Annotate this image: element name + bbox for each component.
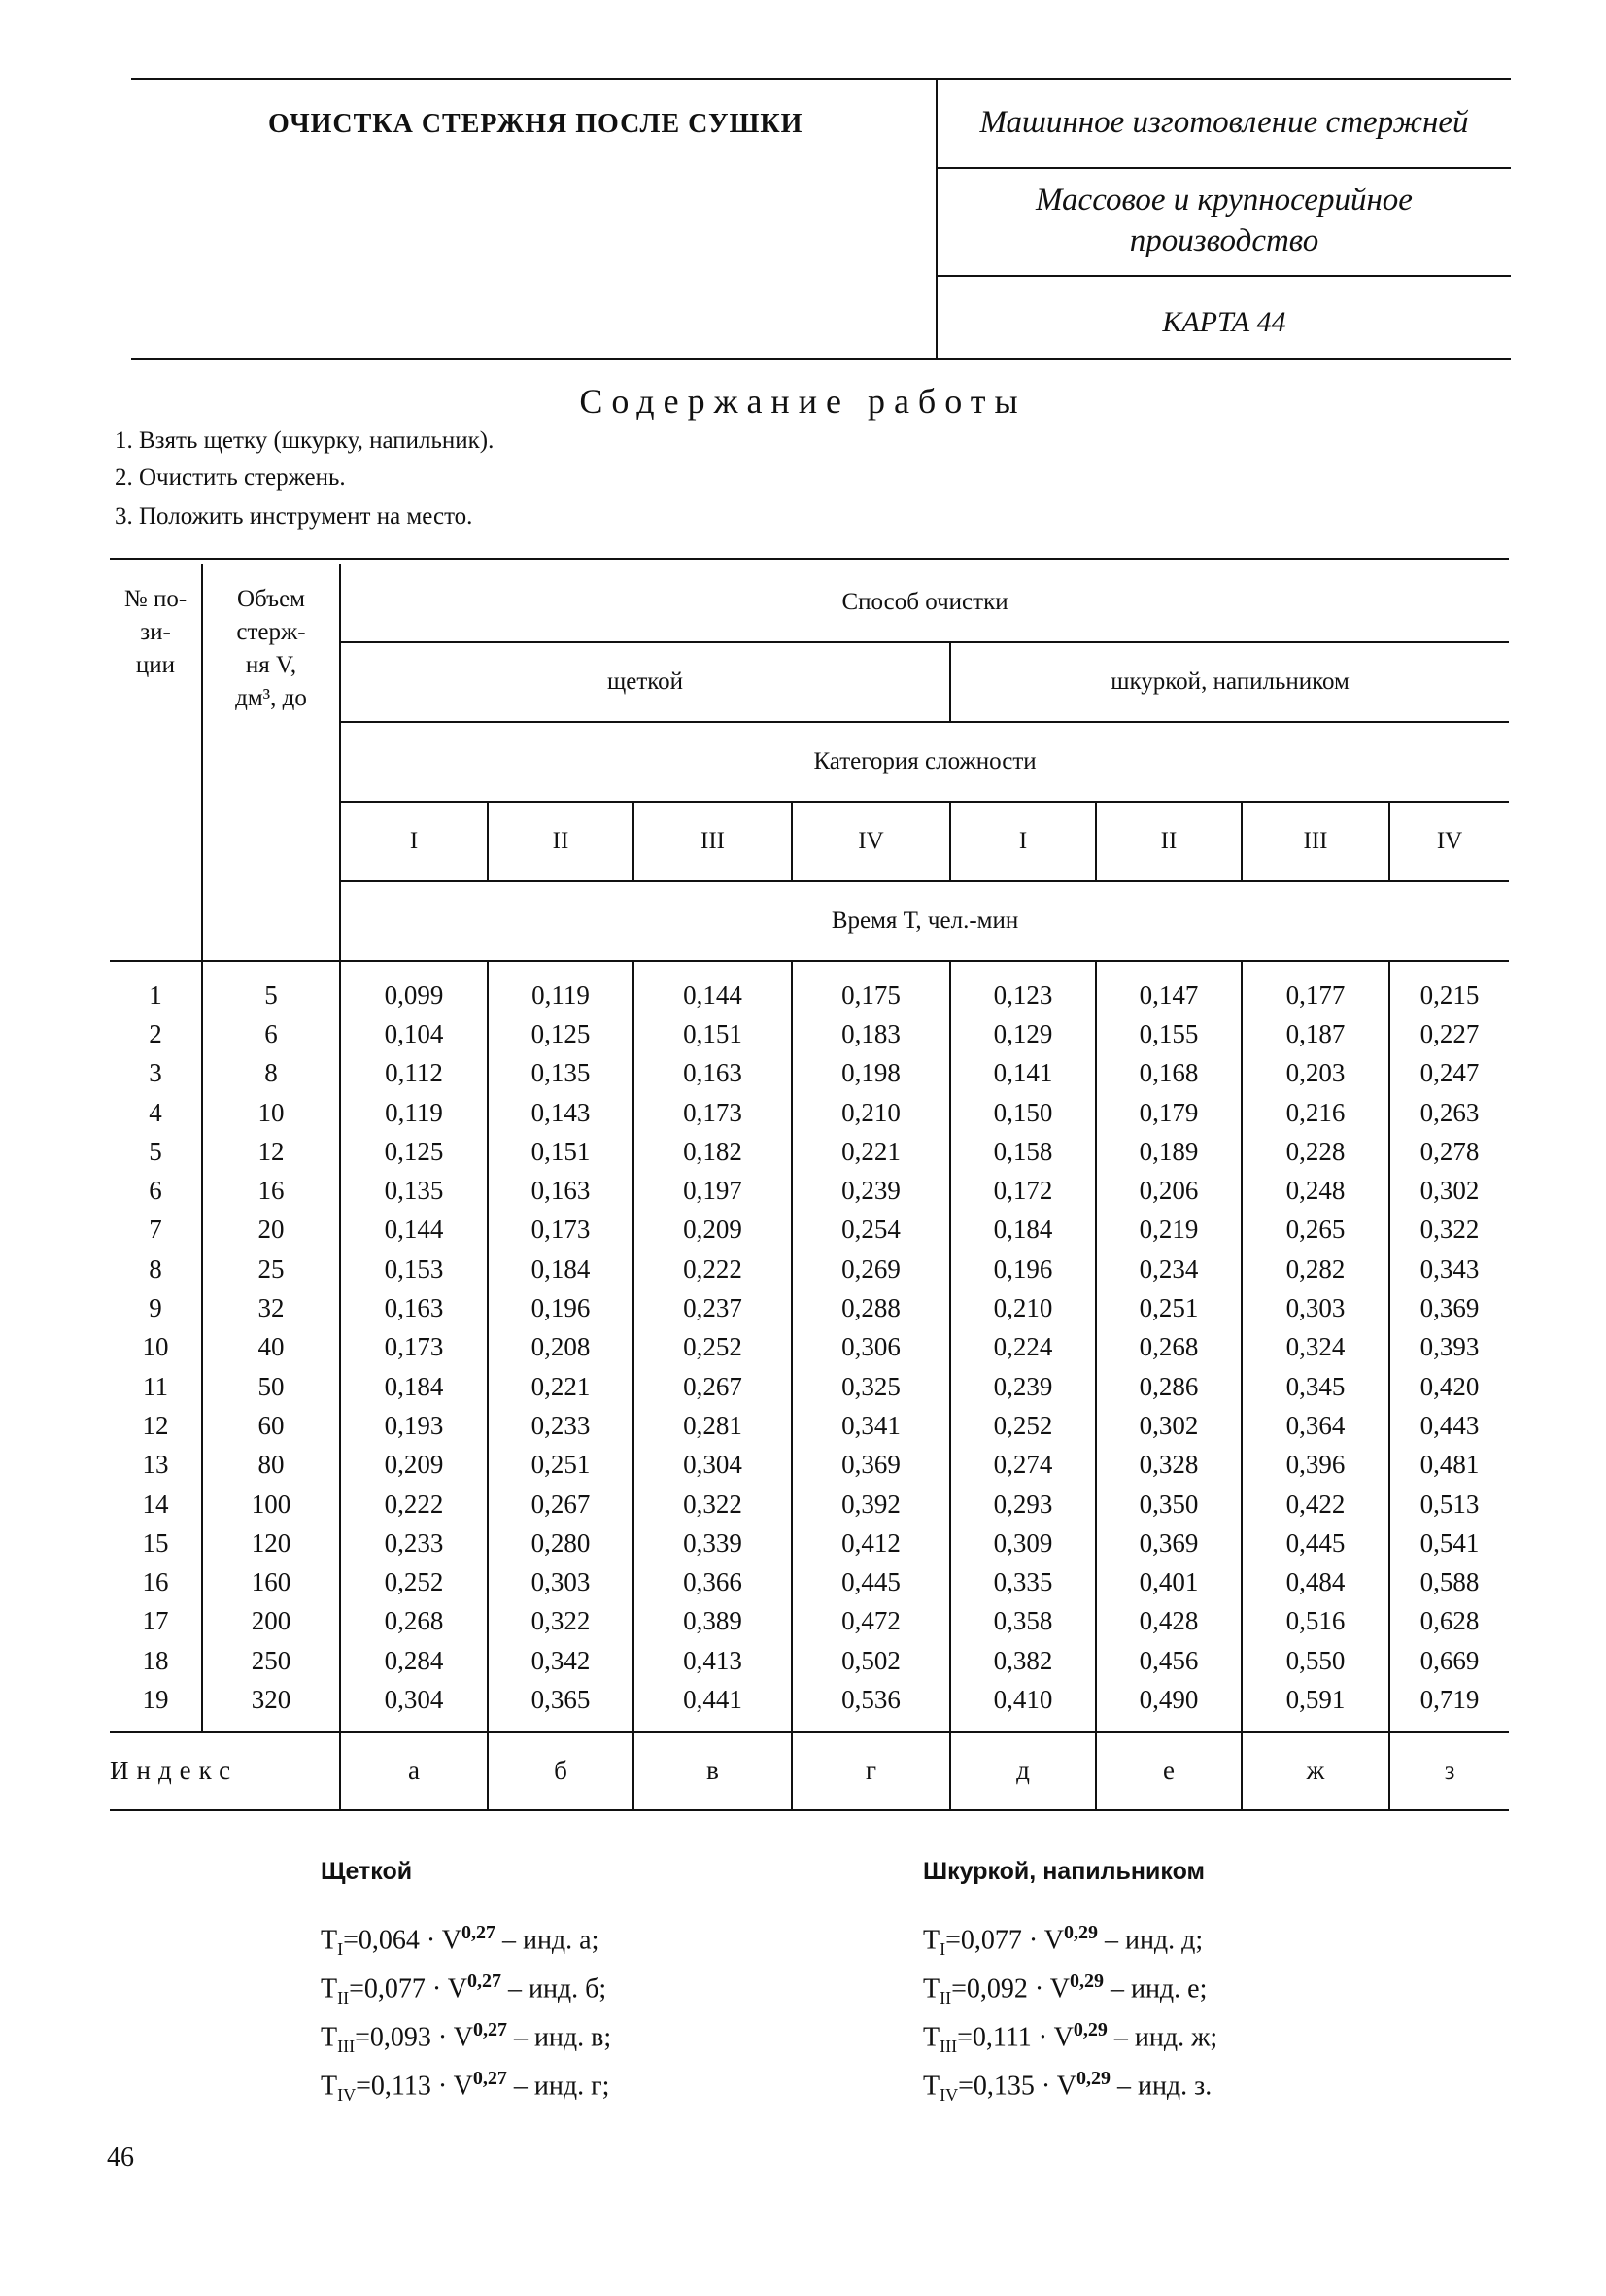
cell-time: 0,281 bbox=[633, 1406, 792, 1445]
cell-time: 0,484 bbox=[1242, 1562, 1389, 1601]
cell-position: 7 bbox=[149, 1215, 162, 1245]
cell-volume: 6 bbox=[202, 1014, 340, 1053]
cell-time: 0,163 bbox=[340, 1288, 488, 1327]
cell-time: 0,335 bbox=[950, 1562, 1096, 1601]
cell-time: 0,322 bbox=[488, 1602, 633, 1641]
table-row bbox=[110, 1446, 1509, 1485]
table-row bbox=[110, 1328, 1509, 1367]
cell-time: 0,345 bbox=[1242, 1367, 1389, 1406]
cell-time: 0,328 bbox=[1096, 1446, 1242, 1485]
header-position: № по- зи- ции bbox=[110, 564, 202, 961]
cell-time: 0,112 bbox=[340, 1054, 488, 1093]
cell-time: 0,278 bbox=[1389, 1132, 1509, 1171]
cell-time: 0,413 bbox=[633, 1641, 792, 1680]
table-row bbox=[110, 1250, 1509, 1288]
cell-time: 0,341 bbox=[792, 1406, 950, 1445]
header-right-rule-2 bbox=[938, 275, 1511, 277]
cell-time: 0,303 bbox=[488, 1562, 633, 1601]
cell-time: 0,247 bbox=[1389, 1054, 1509, 1093]
cell-time: 0,420 bbox=[1389, 1367, 1509, 1406]
cell-position: 3 bbox=[149, 1058, 162, 1088]
cell-time: 0,184 bbox=[488, 1250, 633, 1288]
cell-time: 0,286 bbox=[1096, 1367, 1242, 1406]
cell-time: 0,369 bbox=[1389, 1288, 1509, 1327]
cell-time: 0,274 bbox=[950, 1446, 1096, 1485]
cell-time: 0,401 bbox=[1096, 1562, 1242, 1601]
cell-time: 0,392 bbox=[792, 1485, 950, 1524]
cell-position: 2 bbox=[149, 1018, 162, 1048]
cell-time: 0,210 bbox=[792, 1093, 950, 1132]
cell-time: 0,263 bbox=[1389, 1093, 1509, 1132]
cell-position: 17 bbox=[142, 1606, 169, 1636]
formula-sand: $T_{IV}=0,135 \cdot V^{0,29}$ – инд. з. bbox=[923, 2068, 1213, 2105]
cell-time: 0,669 bbox=[1389, 1641, 1509, 1680]
cell-time: 0,445 bbox=[792, 1562, 950, 1601]
page-number: 46 bbox=[107, 2142, 134, 2173]
cell-time: 0,324 bbox=[1242, 1328, 1389, 1367]
cell-time: 0,193 bbox=[340, 1406, 488, 1445]
header-category: I bbox=[340, 802, 488, 881]
cell-time: 0,481 bbox=[1389, 1446, 1509, 1485]
header-series-line2: производство bbox=[1129, 223, 1319, 258]
cell-position: 19 bbox=[110, 1680, 202, 1731]
cell-time: 0,302 bbox=[1096, 1406, 1242, 1445]
cell-time: 0,216 bbox=[1242, 1093, 1389, 1132]
cell-time: 0,304 bbox=[340, 1680, 488, 1731]
cell-volume: 50 bbox=[202, 1367, 340, 1406]
cell-time: 0,237 bbox=[633, 1288, 792, 1327]
cell-time: 0,339 bbox=[633, 1524, 792, 1562]
cell-time: 0,141 bbox=[950, 1054, 1096, 1093]
table-row bbox=[110, 1602, 1509, 1641]
cell-time: 0,135 bbox=[488, 1054, 633, 1093]
cell-time: 0,147 bbox=[1096, 961, 1242, 1014]
cell-volume: 250 bbox=[202, 1641, 340, 1680]
table-row bbox=[110, 1014, 1509, 1053]
cell-time: 0,588 bbox=[1389, 1562, 1509, 1601]
header-category: II bbox=[488, 802, 633, 881]
content-title: Содержание работы bbox=[579, 382, 1027, 421]
cell-position: 6 bbox=[149, 1176, 162, 1206]
cell-position: 1 bbox=[149, 979, 162, 1010]
cell-volume: 5 bbox=[202, 961, 340, 1014]
cell-time: 0,177 bbox=[1242, 961, 1389, 1014]
cell-time: 0,502 bbox=[792, 1641, 950, 1680]
cell-volume: 320 bbox=[202, 1680, 340, 1731]
cell-time: 0,184 bbox=[340, 1367, 488, 1406]
cell-time: 0,209 bbox=[633, 1211, 792, 1250]
cell-time: 0,129 bbox=[950, 1014, 1096, 1053]
cell-time: 0,158 bbox=[950, 1132, 1096, 1171]
cell-time: 0,221 bbox=[792, 1132, 950, 1171]
header-category: I bbox=[950, 802, 1096, 881]
cell-time: 0,239 bbox=[792, 1171, 950, 1210]
cell-time: 0,163 bbox=[488, 1171, 633, 1210]
index-cell: г bbox=[792, 1732, 950, 1810]
header-cleaning-method: Способ очистки bbox=[340, 564, 1509, 642]
cell-time: 0,222 bbox=[633, 1250, 792, 1288]
cell-time: 0,364 bbox=[1242, 1406, 1389, 1445]
cell-time: 0,365 bbox=[488, 1680, 633, 1731]
cell-time: 0,282 bbox=[1242, 1250, 1389, 1288]
cell-time: 0,456 bbox=[1096, 1641, 1242, 1680]
cell-time: 0,175 bbox=[792, 961, 950, 1014]
cell-time: 0,302 bbox=[1389, 1171, 1509, 1210]
step-1: 1. Взять щетку (шкурку, напильник). bbox=[115, 428, 495, 454]
cell-time: 0,119 bbox=[488, 961, 633, 1014]
cell-time: 0,135 bbox=[340, 1171, 488, 1210]
cell-time: 0,322 bbox=[633, 1485, 792, 1524]
cell-volume: 80 bbox=[202, 1446, 340, 1485]
cell-time: 0,719 bbox=[1389, 1680, 1509, 1731]
cell-time: 0,196 bbox=[950, 1250, 1096, 1288]
cell-time: 0,472 bbox=[792, 1602, 950, 1641]
cell-time: 0,322 bbox=[1389, 1211, 1509, 1250]
cell-time: 0,393 bbox=[1389, 1328, 1509, 1367]
cell-time: 0,233 bbox=[488, 1406, 633, 1445]
cell-volume: 20 bbox=[202, 1211, 340, 1250]
cell-time: 0,252 bbox=[950, 1406, 1096, 1445]
cell-time: 0,396 bbox=[1242, 1446, 1389, 1485]
cell-time: 0,628 bbox=[1389, 1602, 1509, 1641]
header-complexity-category: Категория сложности bbox=[340, 722, 1509, 802]
index-cell: б bbox=[488, 1732, 633, 1810]
cell-time: 0,267 bbox=[488, 1485, 633, 1524]
cell-time: 0,168 bbox=[1096, 1054, 1242, 1093]
formula-sand: $T_I=0,077 \cdot V^{0,29}$ – инд. д; bbox=[923, 1922, 1204, 1959]
cell-time: 0,306 bbox=[792, 1328, 950, 1367]
cell-time: 0,428 bbox=[1096, 1602, 1242, 1641]
cell-volume: 200 bbox=[202, 1602, 340, 1641]
header-category: III bbox=[1242, 802, 1389, 881]
cell-position: 11 bbox=[143, 1371, 168, 1401]
cell-time: 0,209 bbox=[340, 1446, 488, 1485]
cell-time: 0,369 bbox=[792, 1446, 950, 1485]
header-method-brush: щеткой bbox=[340, 642, 950, 722]
cell-time: 0,280 bbox=[488, 1524, 633, 1562]
cell-position: 10 bbox=[142, 1332, 169, 1362]
cell-position: 5 bbox=[149, 1136, 162, 1166]
cell-time: 0,172 bbox=[950, 1171, 1096, 1210]
cell-position: 14 bbox=[142, 1489, 169, 1519]
cell-time: 0,410 bbox=[950, 1680, 1096, 1731]
cell-time: 0,173 bbox=[633, 1093, 792, 1132]
header-top-rule bbox=[131, 78, 1511, 80]
cell-time: 0,189 bbox=[1096, 1132, 1242, 1171]
cell-time: 0,125 bbox=[488, 1014, 633, 1053]
cell-time: 0,265 bbox=[1242, 1211, 1389, 1250]
cell-time: 0,099 bbox=[340, 961, 488, 1014]
cell-time: 0,233 bbox=[340, 1524, 488, 1562]
formula-sand: $T_{III}=0,111 \cdot V^{0,29}$ – инд. ж; bbox=[923, 2019, 1218, 2056]
cell-position: 4 bbox=[149, 1097, 162, 1127]
cell-time: 0,184 bbox=[950, 1211, 1096, 1250]
cell-time: 0,208 bbox=[488, 1328, 633, 1367]
index-cell: в bbox=[633, 1732, 792, 1810]
cell-time: 0,269 bbox=[792, 1250, 950, 1288]
cell-time: 0,288 bbox=[792, 1288, 950, 1327]
table-row bbox=[110, 1132, 1509, 1171]
cell-time: 0,219 bbox=[1096, 1211, 1242, 1250]
cell-time: 0,513 bbox=[1389, 1485, 1509, 1524]
cell-time: 0,350 bbox=[1096, 1485, 1242, 1524]
cell-time: 0,268 bbox=[1096, 1328, 1242, 1367]
formula-brush: $T_{IV}=0,113 \cdot V^{0,27}$ – инд. г; bbox=[321, 2068, 610, 2105]
cell-position: 12 bbox=[142, 1410, 169, 1440]
cell-time: 0,343 bbox=[1389, 1250, 1509, 1288]
cell-time: 0,443 bbox=[1389, 1406, 1509, 1445]
index-cell: з bbox=[1389, 1732, 1509, 1810]
cell-volume: 120 bbox=[202, 1524, 340, 1562]
table-row bbox=[110, 1211, 1509, 1250]
cell-time: 0,389 bbox=[633, 1602, 792, 1641]
cell-time: 0,153 bbox=[340, 1250, 488, 1288]
cell-volume: 160 bbox=[202, 1562, 340, 1601]
cell-volume: 16 bbox=[202, 1171, 340, 1210]
cell-time: 0,196 bbox=[488, 1288, 633, 1327]
cell-time: 0,227 bbox=[1389, 1014, 1509, 1053]
cell-time: 0,284 bbox=[340, 1641, 488, 1680]
cell-time: 0,183 bbox=[792, 1014, 950, 1053]
table-row bbox=[110, 1524, 1509, 1562]
cell-time: 0,248 bbox=[1242, 1171, 1389, 1210]
cell-time: 0,252 bbox=[340, 1562, 488, 1601]
cell-time: 0,234 bbox=[1096, 1250, 1242, 1288]
cell-time: 0,251 bbox=[1096, 1288, 1242, 1327]
cell-time: 0,358 bbox=[950, 1602, 1096, 1641]
cell-time: 0,268 bbox=[340, 1602, 488, 1641]
formula-head-brush: Щеткой bbox=[321, 1858, 413, 1885]
cell-time: 0,325 bbox=[792, 1367, 950, 1406]
cell-time: 0,197 bbox=[633, 1171, 792, 1210]
cell-time: 0,163 bbox=[633, 1054, 792, 1093]
cell-time: 0,206 bbox=[1096, 1171, 1242, 1210]
cell-time: 0,309 bbox=[950, 1524, 1096, 1562]
cell-time: 0,366 bbox=[633, 1562, 792, 1601]
cell-time: 0,342 bbox=[488, 1641, 633, 1680]
header-category: IV bbox=[792, 802, 950, 881]
index-label: Индекс bbox=[110, 1732, 340, 1810]
cell-volume: 10 bbox=[202, 1093, 340, 1132]
cell-time: 0,541 bbox=[1389, 1524, 1509, 1562]
table-row bbox=[110, 1406, 1509, 1445]
index-cell: ж bbox=[1242, 1732, 1389, 1810]
header-method-sandpaper: шкуркой, напильником bbox=[950, 642, 1509, 722]
table-row bbox=[110, 1093, 1509, 1132]
cell-time: 0,382 bbox=[950, 1641, 1096, 1680]
cell-time: 0,144 bbox=[340, 1211, 488, 1250]
header-category: II bbox=[1096, 802, 1242, 881]
cell-time: 0,422 bbox=[1242, 1485, 1389, 1524]
cell-time: 0,173 bbox=[340, 1328, 488, 1367]
cell-time: 0,239 bbox=[950, 1367, 1096, 1406]
cell-time: 0,198 bbox=[792, 1054, 950, 1093]
cell-time: 0,293 bbox=[950, 1485, 1096, 1524]
cell-time: 0,267 bbox=[633, 1367, 792, 1406]
index-cell: е bbox=[1096, 1732, 1242, 1810]
cell-volume: 100 bbox=[202, 1485, 340, 1524]
cell-time: 0,369 bbox=[1096, 1524, 1242, 1562]
cell-time: 0,252 bbox=[633, 1328, 792, 1367]
cell-time: 0,151 bbox=[633, 1014, 792, 1053]
header-category: III bbox=[633, 802, 792, 881]
table-row bbox=[110, 1680, 1509, 1731]
cell-volume: 25 bbox=[202, 1250, 340, 1288]
cell-time: 0,222 bbox=[340, 1485, 488, 1524]
index-cell: а bbox=[340, 1732, 488, 1810]
cell-time: 0,173 bbox=[488, 1211, 633, 1250]
cell-time: 0,304 bbox=[633, 1446, 792, 1485]
cell-time: 0,441 bbox=[633, 1680, 792, 1731]
cell-volume: 12 bbox=[202, 1132, 340, 1171]
cell-time: 0,123 bbox=[950, 961, 1096, 1014]
cell-time: 0,445 bbox=[1242, 1524, 1389, 1562]
cell-volume: 40 bbox=[202, 1328, 340, 1367]
cell-time: 0,144 bbox=[633, 961, 792, 1014]
header-title: ОЧИСТКА СТЕРЖНЯ ПОСЛЕ СУШКИ bbox=[268, 109, 803, 139]
formula-brush: $T_{II}=0,077 \cdot V^{0,27}$ – инд. б; bbox=[321, 1970, 607, 2007]
cell-time: 0,125 bbox=[340, 1132, 488, 1171]
cell-time: 0,224 bbox=[950, 1328, 1096, 1367]
cell-time: 0,516 bbox=[1242, 1602, 1389, 1641]
header-production-type: Машинное изготовление стержней bbox=[979, 105, 1469, 140]
header-card-number: КАРТА 44 bbox=[1162, 306, 1286, 338]
cell-time: 0,119 bbox=[340, 1093, 488, 1132]
table-row bbox=[110, 1288, 1509, 1327]
formula-head-sandpaper: Шкуркой, напильником bbox=[923, 1858, 1206, 1885]
cell-time: 0,490 bbox=[1096, 1680, 1242, 1731]
cell-time: 0,550 bbox=[1242, 1641, 1389, 1680]
header-series-line1: Массовое и крупносерийное bbox=[1036, 183, 1413, 218]
cell-position: 15 bbox=[142, 1527, 169, 1558]
cell-time: 0,536 bbox=[792, 1680, 950, 1731]
cell-time: 0,151 bbox=[488, 1132, 633, 1171]
cell-time: 0,251 bbox=[488, 1446, 633, 1485]
cell-time: 0,203 bbox=[1242, 1054, 1389, 1093]
step-3: 3. Положить инструмент на место. bbox=[115, 503, 473, 530]
table-row bbox=[110, 1367, 1509, 1406]
header-time: Время Т, чел.-мин bbox=[340, 881, 1509, 961]
formula-brush: $T_{III}=0,093 \cdot V^{0,27}$ – инд. в; bbox=[321, 2019, 612, 2056]
header-right-rule-1 bbox=[938, 167, 1511, 169]
cell-time: 0,412 bbox=[792, 1524, 950, 1562]
table-row bbox=[110, 961, 1509, 1014]
table-row bbox=[110, 1641, 1509, 1680]
index-cell: д bbox=[950, 1732, 1096, 1810]
table-top-rule bbox=[110, 558, 1509, 560]
cell-time: 0,143 bbox=[488, 1093, 633, 1132]
step-2: 2. Очистить стержень. bbox=[115, 464, 346, 491]
table-row bbox=[110, 1562, 1509, 1601]
formula-brush: $T_I=0,064 \cdot V^{0,27}$ – инд. а; bbox=[321, 1922, 599, 1959]
cell-time: 0,303 bbox=[1242, 1288, 1389, 1327]
header-category: IV bbox=[1389, 802, 1509, 881]
cell-time: 0,215 bbox=[1389, 961, 1509, 1014]
table-row bbox=[110, 1485, 1509, 1524]
cell-position: 8 bbox=[149, 1253, 162, 1284]
table-row bbox=[110, 1171, 1509, 1210]
cell-time: 0,228 bbox=[1242, 1132, 1389, 1171]
header-bottom-rule bbox=[131, 358, 1511, 360]
cell-time: 0,182 bbox=[633, 1132, 792, 1171]
cell-time: 0,104 bbox=[340, 1014, 488, 1053]
cell-time: 0,591 bbox=[1242, 1680, 1389, 1731]
cell-time: 0,155 bbox=[1096, 1014, 1242, 1053]
formula-sand: $T_{II}=0,092 \cdot V^{0,29}$ – инд. е; bbox=[923, 1970, 1208, 2007]
norms-table bbox=[110, 564, 1509, 1811]
cell-volume: 32 bbox=[202, 1288, 340, 1327]
cell-time: 0,221 bbox=[488, 1367, 633, 1406]
cell-time: 0,254 bbox=[792, 1211, 950, 1250]
cell-position: 13 bbox=[142, 1450, 169, 1480]
cell-volume: 60 bbox=[202, 1406, 340, 1445]
header-volume: Объем стерж- ня V, дм³, до bbox=[202, 564, 340, 961]
cell-position: 9 bbox=[149, 1293, 162, 1323]
cell-time: 0,179 bbox=[1096, 1093, 1242, 1132]
cell-position: 18 bbox=[142, 1645, 169, 1675]
cell-position: 16 bbox=[142, 1567, 169, 1597]
cell-time: 0,210 bbox=[950, 1288, 1096, 1327]
cell-volume: 8 bbox=[202, 1054, 340, 1093]
cell-time: 0,187 bbox=[1242, 1014, 1389, 1053]
cell-time: 0,150 bbox=[950, 1093, 1096, 1132]
table-row bbox=[110, 1054, 1509, 1093]
